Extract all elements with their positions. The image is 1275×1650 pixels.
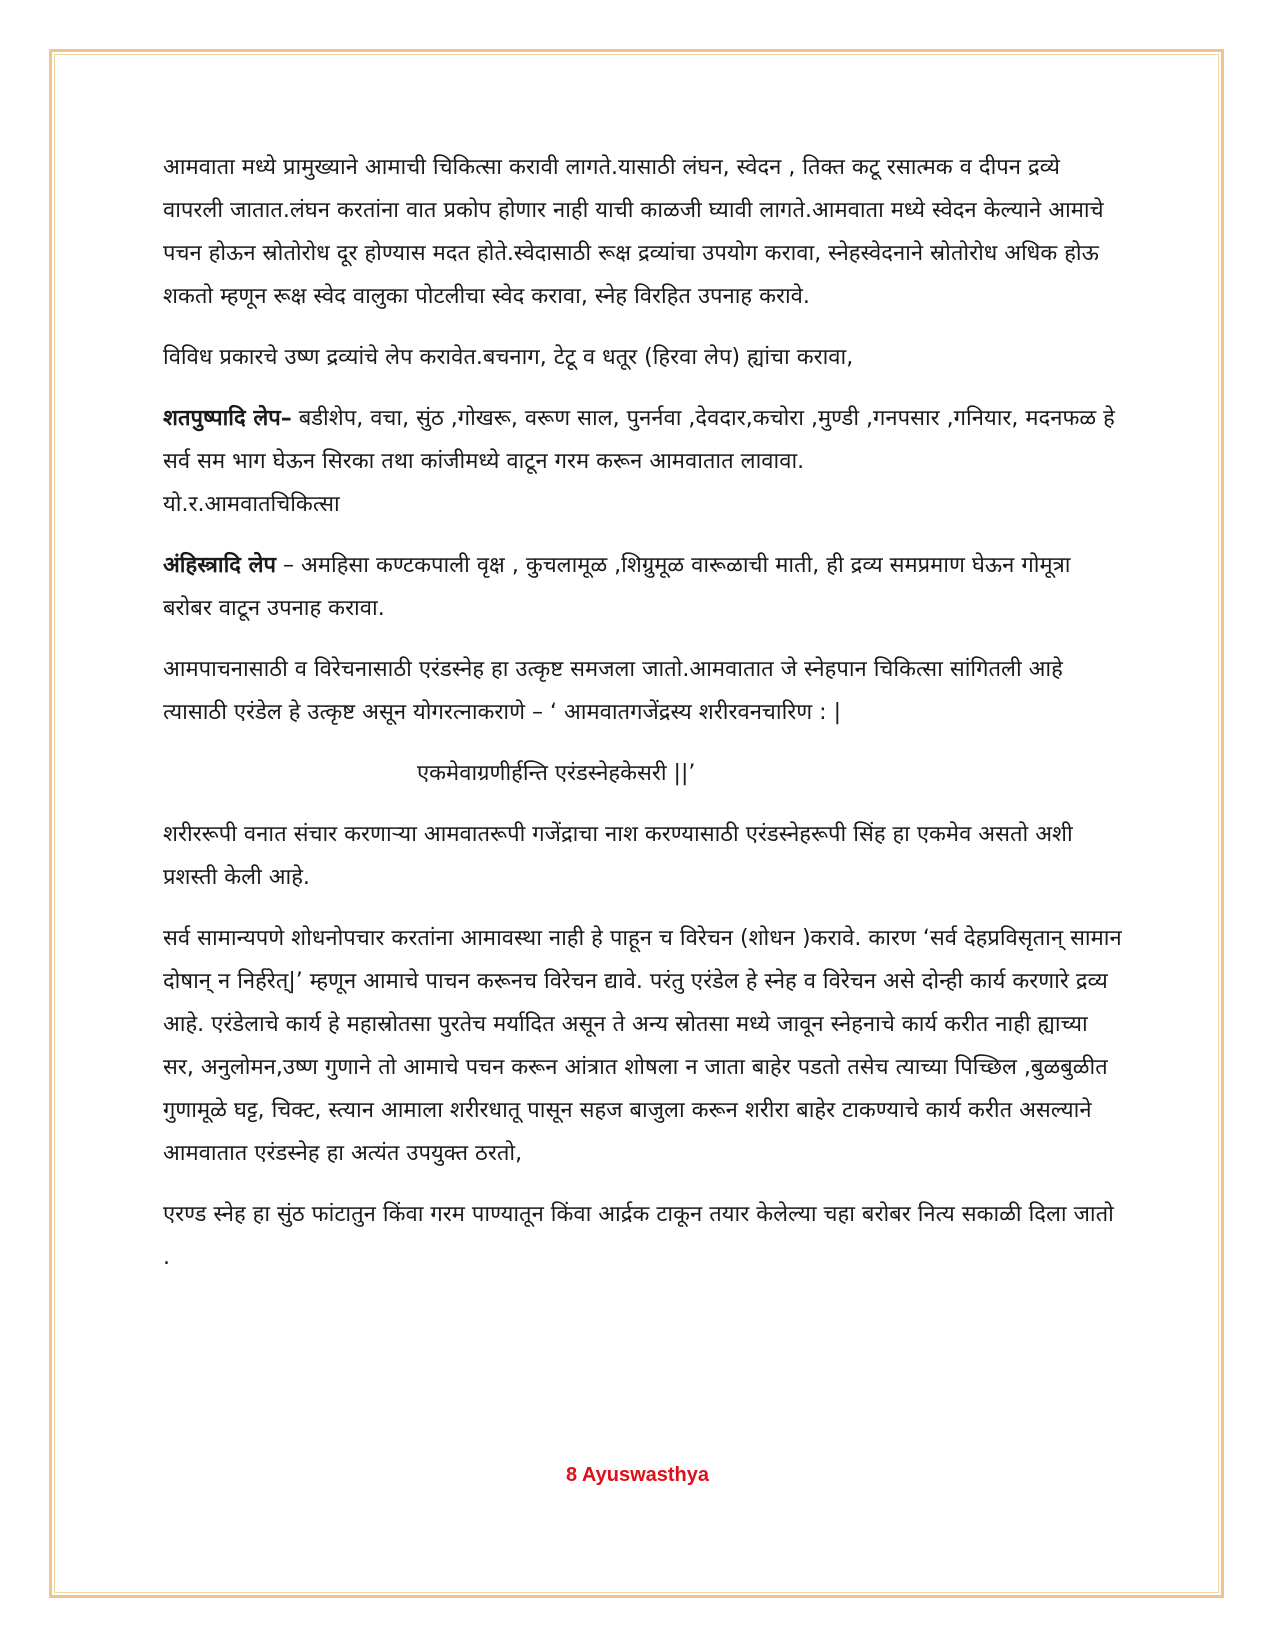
page-content [163, 146, 1123, 1297]
verse-line: एकमेवाग्रणीर्हन्ति एरंडस्नेहकेसरी ||’ [417, 761, 696, 786]
paragraph-shodhana: सर्व सामान्यपणे शोधनोपचार करतांना आमावस्था नाही हे पाहून च विरेचन (शोधन )करावे. कारण ‘सर्व देहप्रविसृतान् सामान दोषान् न निर्हरेत्|’ म्हणून आमाचे पाचन करूनच विरेचन द्यावे. परंतु एरंडेल हे स्नेह व विरेचन असे दोन्ही कार्य करणारे द्रव्य आहे. एरंडेलाचे कार्य हे महास्रोतसा पुरतेच मर्यादित असून ते अन्य स्रोतसा मध्ये जावून स्नेहनाचे कार्य करीत नाही ह्याच्या सर, अनुलोमन,उष्ण गुणाने तो आमाचे पचन करून आंत्रात शोषला न जाता बाहेर पडतो तसेच त्याच्या पिच्छिल ,बुळबुळीत गुणामूळे घट्ट, चिक्ट, स्त्यान आमाला शरीरधातू पासून सहज बाजुला करून शरीरा बाहेर टाकण्याचे कार्य करीत असल्याने आमवातात एरंडस्नेह हा अत्यंत उपयुक्त ठरतो, [163, 926, 1122, 1166]
paragraph-lepa-types: विविध प्रकारचे उष्ण द्रव्यांचे लेप करावेत.बचनाग, टेटू व धतूर (हिरवा लेप) ह्यांचा करावा, [163, 345, 854, 370]
paragraph-anhistradi-lepa [163, 544, 1123, 630]
paragraph-amavata-treatment: आमवाता मध्ये प्रामुख्याने आमाची चिकित्सा करावी लागते.यासाठी लंघन, स्वेदन , तिक्त कटू रसात्मक व दीपन द्रव्ये वापरली जातात.लंघन करतांना वात प्रकोप होणार नाही याची काळजी घ्यावी लागते.आमवाता मध्ये स्वेदन केल्याने आमाचे पचन होऊन स्रोतोरोध दूर होण्यास मदत होते.स्वेदासाठी रूक्ष द्रव्यांचा उपयोग करावा, स्नेहस्वेदनाने स्रोतोरोध अधिक होऊ शकतो म्हणून रूक्ष स्वेद वालुका पोटलीचा स्वेद करावा, स्नेह विरहित उपनाह करावे. [163, 155, 1104, 309]
paragraph-erand-administration: एरण्ड स्नेह हा सुंठ फांटातुन किंवा गरम पाण्यातून किंवा आर्द्रक टाकून तयार केलेल्या चहा बरोबर नित्य सकाळी दिला जातो . [163, 1202, 1114, 1270]
anhistradi-heading: अंहिस्त्रादि लेप [163, 553, 277, 578]
paragraph-erand-sneha: आमपाचनासाठी व विरेचनासाठी एरंडस्नेह हा उत्कृष्ट समजला जातो.आमवातात जे स्नेहपान चिकित्सा सांगितली आहे त्यासाठी एरंडेल हे उत्कृष्ट असून योगरत्नाकराणे – ‘ आमवातगजेंद्रस्य शरीरवनचारिण : | [163, 657, 1063, 725]
anhistradi-text: – अमहिसा कण्टकपाली वृक्ष , कुचलामूळ ,शिग्रुमूळ वारूळाची माती, ही द्रव्य समप्रमाण घेऊन गोमूत्रा बरोबर वाटून उपनाह करावा. [163, 553, 1071, 621]
page-footer: 8 Ayuswasthya [565, 1464, 710, 1486]
paragraph-shatapushpadi-lepa [163, 397, 1123, 526]
shatapushpadi-heading: शतपुष्पादि लेप– [163, 406, 292, 431]
shatapushpadi-source: यो.र.आमवातचिकित्सा [163, 492, 340, 517]
paragraph-verse-meaning: शरीररूपी वनात संचार करणाऱ्या आमवातरूपी गजेंद्राचा नाश करण्यासाठी एरंडस्नेहरूपी सिंह हा एकमेव असतो अशी प्रशस्ती केली आहे. [163, 822, 1073, 890]
shatapushpadi-text: बडीशेप, वचा, सुंठ ,गोखरू, वरूण साल, पुनर्नवा ,देवदार,कचोरा ,मुण्डी ,गनपसार ,गनियार, मदनफळ हे सर्व सम भाग घेऊन सिरका तथा कांजीमध्ये वाटून गरम करून आमवातात लावावा. [163, 406, 1115, 474]
